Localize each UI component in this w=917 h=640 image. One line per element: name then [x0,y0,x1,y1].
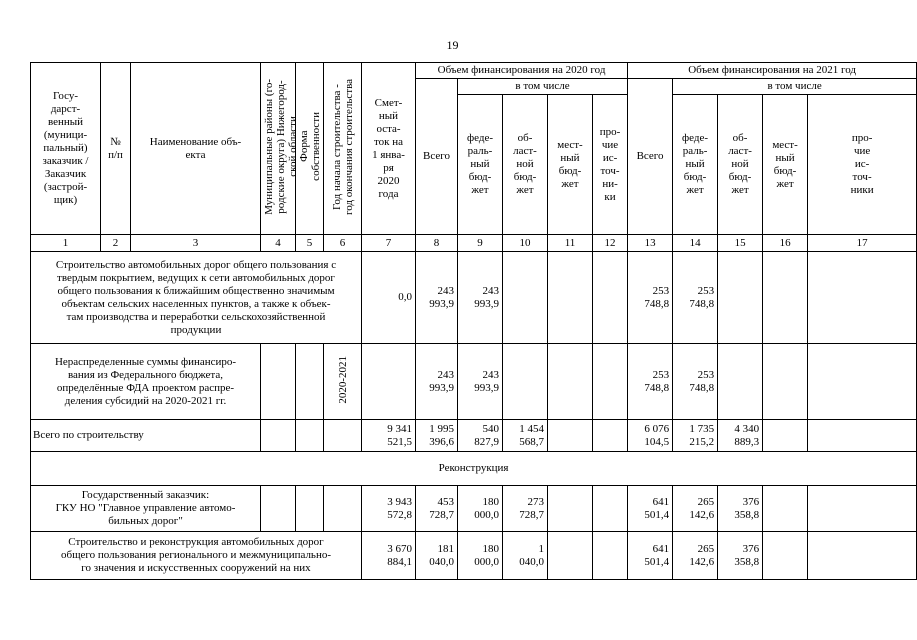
header-customer: Госу- дарст- венный (муници- пальный) заказчик / Заказчик (застрой- щик) [31,63,101,235]
table-row [31,344,917,420]
districts-cell [261,344,296,420]
total-2020-cell: 181 040,0 [416,532,458,580]
header-federal-2020: феде- раль- ный бюд- жет [458,95,503,235]
other-2020-cell [593,486,628,532]
federal-2020-cell: 180 000,0 [458,532,503,580]
financing-table [30,62,917,580]
col-number: 1 [31,235,101,252]
header-ownership-cell [296,63,324,235]
page-number: 19 [446,38,459,52]
total-2020-cell: 243 993,9 [416,252,458,344]
row-label: Государственный заказчик: ГКУ НО "Главное управление автомо- бильных дорог" [31,486,261,532]
local-2020-cell [548,420,593,452]
other-2021-cell [808,344,917,420]
other-2020-cell [593,252,628,344]
header-other-2021: про- чие ис- точ- ники [808,95,917,235]
header-including-2021: в том числе [673,79,917,95]
regional-2020-cell: 1 454 568,7 [503,420,548,452]
col-number: 6 [324,235,362,252]
estimate-cell: 0,0 [362,252,416,344]
col-number: 15 [718,235,763,252]
header-total-2020: Всего [416,79,458,235]
other-2021-cell [808,252,917,344]
federal-2020-cell: 540 827,9 [458,420,503,452]
table-row [31,252,917,344]
total-2021-cell: 253 748,8 [628,344,673,420]
col-number: 13 [628,235,673,252]
header-federal-2021: феде- раль- ный бюд- жет [673,95,718,235]
header-object-name: Наименование объ- екта [131,63,261,235]
federal-2020-cell: 180 000,0 [458,486,503,532]
regional-2020-cell [503,252,548,344]
local-2021-cell [763,252,808,344]
col-number: 4 [261,235,296,252]
row-label: Всего по строительству [31,420,261,452]
header-fin-2020: Объем финансирования на 2020 год [416,63,628,79]
empty-cell [296,420,324,452]
header-regional-2020: об- ласт- ной бюд- жет [503,95,548,235]
local-2020-cell [548,344,593,420]
header-estimate: Смет- ный остa- ток на 1 янва- ря 2020 года [362,63,416,235]
table-row [31,486,917,532]
total-2020-cell: 1 995 396,6 [416,420,458,452]
local-2021-cell [763,532,808,580]
empty-cell [324,420,362,452]
header-regional-2021: об- ласт- ной бюд- жет [718,95,763,235]
federal-2020-cell: 243 993,9 [458,344,503,420]
estimate-cell [362,344,416,420]
federal-2021-cell: 265 142,6 [673,486,718,532]
header-ownership: Форма собственности [298,112,322,181]
table-row [31,420,917,452]
header-other-2020: про- чие ис- точ- ни- ки [593,95,628,235]
col-number: 17 [808,235,917,252]
regional-2020-cell: 1 040,0 [503,532,548,580]
estimate-cell: 3 670 884,1 [362,532,416,580]
other-2021-cell [808,420,917,452]
col-number: 5 [296,235,324,252]
header-including-2020: в том числе [458,79,628,95]
header-local-2020: мест- ный бюд- жет [548,95,593,235]
col-number: 14 [673,235,718,252]
local-2020-cell [548,486,593,532]
section-row [31,452,917,486]
local-2021-cell [763,344,808,420]
regional-2021-cell [718,252,763,344]
other-2020-cell [593,420,628,452]
empty-cell [324,486,362,532]
header-num: № п/п [101,63,131,235]
row-label: Строительство и реконструкция автомобильных дорог общего пользования регионального и межмуниципально- го значения и искусственных сооружений на них [31,532,362,580]
header-local-2021: мест- ный бюд- жет [763,95,808,235]
header-row-1 [31,63,917,79]
regional-2021-cell [718,344,763,420]
header-districts-cell [261,63,299,235]
col-number: 3 [131,235,261,252]
estimate-cell: 3 943 572,8 [362,486,416,532]
years-value: 2020-2021 [336,355,349,404]
total-2021-cell: 6 076 104,5 [628,420,673,452]
federal-2021-cell: 265 142,6 [673,532,718,580]
col-number: 7 [362,235,416,252]
other-2021-cell [808,532,917,580]
federal-2021-cell: 253 748,8 [673,344,718,420]
col-number: 11 [548,235,593,252]
federal-2020-cell: 243 993,9 [458,252,503,344]
regional-2021-cell: 4 340 889,3 [718,420,763,452]
total-2020-cell: 243 993,9 [416,344,458,420]
header-fin-2021: Объем финансирования на 2021 год [628,63,917,79]
regional-2021-cell: 376 358,8 [718,486,763,532]
total-2021-cell: 641 501,4 [628,486,673,532]
header-years-cell [324,63,362,235]
section-header-reconstruction: Реконструкция [31,452,917,486]
col-number: 12 [593,235,628,252]
local-2020-cell [548,252,593,344]
other-2020-cell [593,532,628,580]
header-years: Год начала строительства - год окончания строительства [330,78,355,215]
federal-2021-cell: 1 735 215,2 [673,420,718,452]
empty-cell [261,486,296,532]
local-2021-cell [763,486,808,532]
row-label: Нераспределенные суммы финансиро- вания из Федерального бюджета, определённые ФДА проектом распре- деления субсидий на 2020-2021 гг. [31,344,261,420]
other-2021-cell [808,486,917,532]
ownership-cell [296,344,324,420]
total-2021-cell: 253 748,8 [628,252,673,344]
regional-2020-cell: 273 728,7 [503,486,548,532]
empty-cell [261,420,296,452]
row-label: Строительство автомобильных дорог общего пользования с твердым покрытием, ведущих к сети автомобильных дорог общего пользования к ближайшим общественно значимым объектам сельских населенных пунктов, а также к объек- там производства и переработки сельскохозяйственной продукции [31,252,362,344]
years-cell [324,344,362,420]
col-number: 9 [458,235,503,252]
col-number: 2 [101,235,131,252]
local-2020-cell [548,532,593,580]
estimate-cell: 9 341 521,5 [362,420,416,452]
column-number-row [31,235,917,252]
total-2021-cell: 641 501,4 [628,532,673,580]
local-2021-cell [763,420,808,452]
regional-2020-cell [503,344,548,420]
header-total-2021: Всего [628,79,673,235]
col-number: 16 [763,235,808,252]
col-number: 8 [416,235,458,252]
header-districts: Муниципальные районы (го- родские округа) Нижегород- ской области [263,78,299,215]
other-2020-cell [593,344,628,420]
total-2020-cell: 453 728,7 [416,486,458,532]
regional-2021-cell: 376 358,8 [718,532,763,580]
federal-2021-cell: 253 748,8 [673,252,718,344]
empty-cell [296,486,324,532]
table-row [31,532,917,580]
col-number: 10 [503,235,548,252]
